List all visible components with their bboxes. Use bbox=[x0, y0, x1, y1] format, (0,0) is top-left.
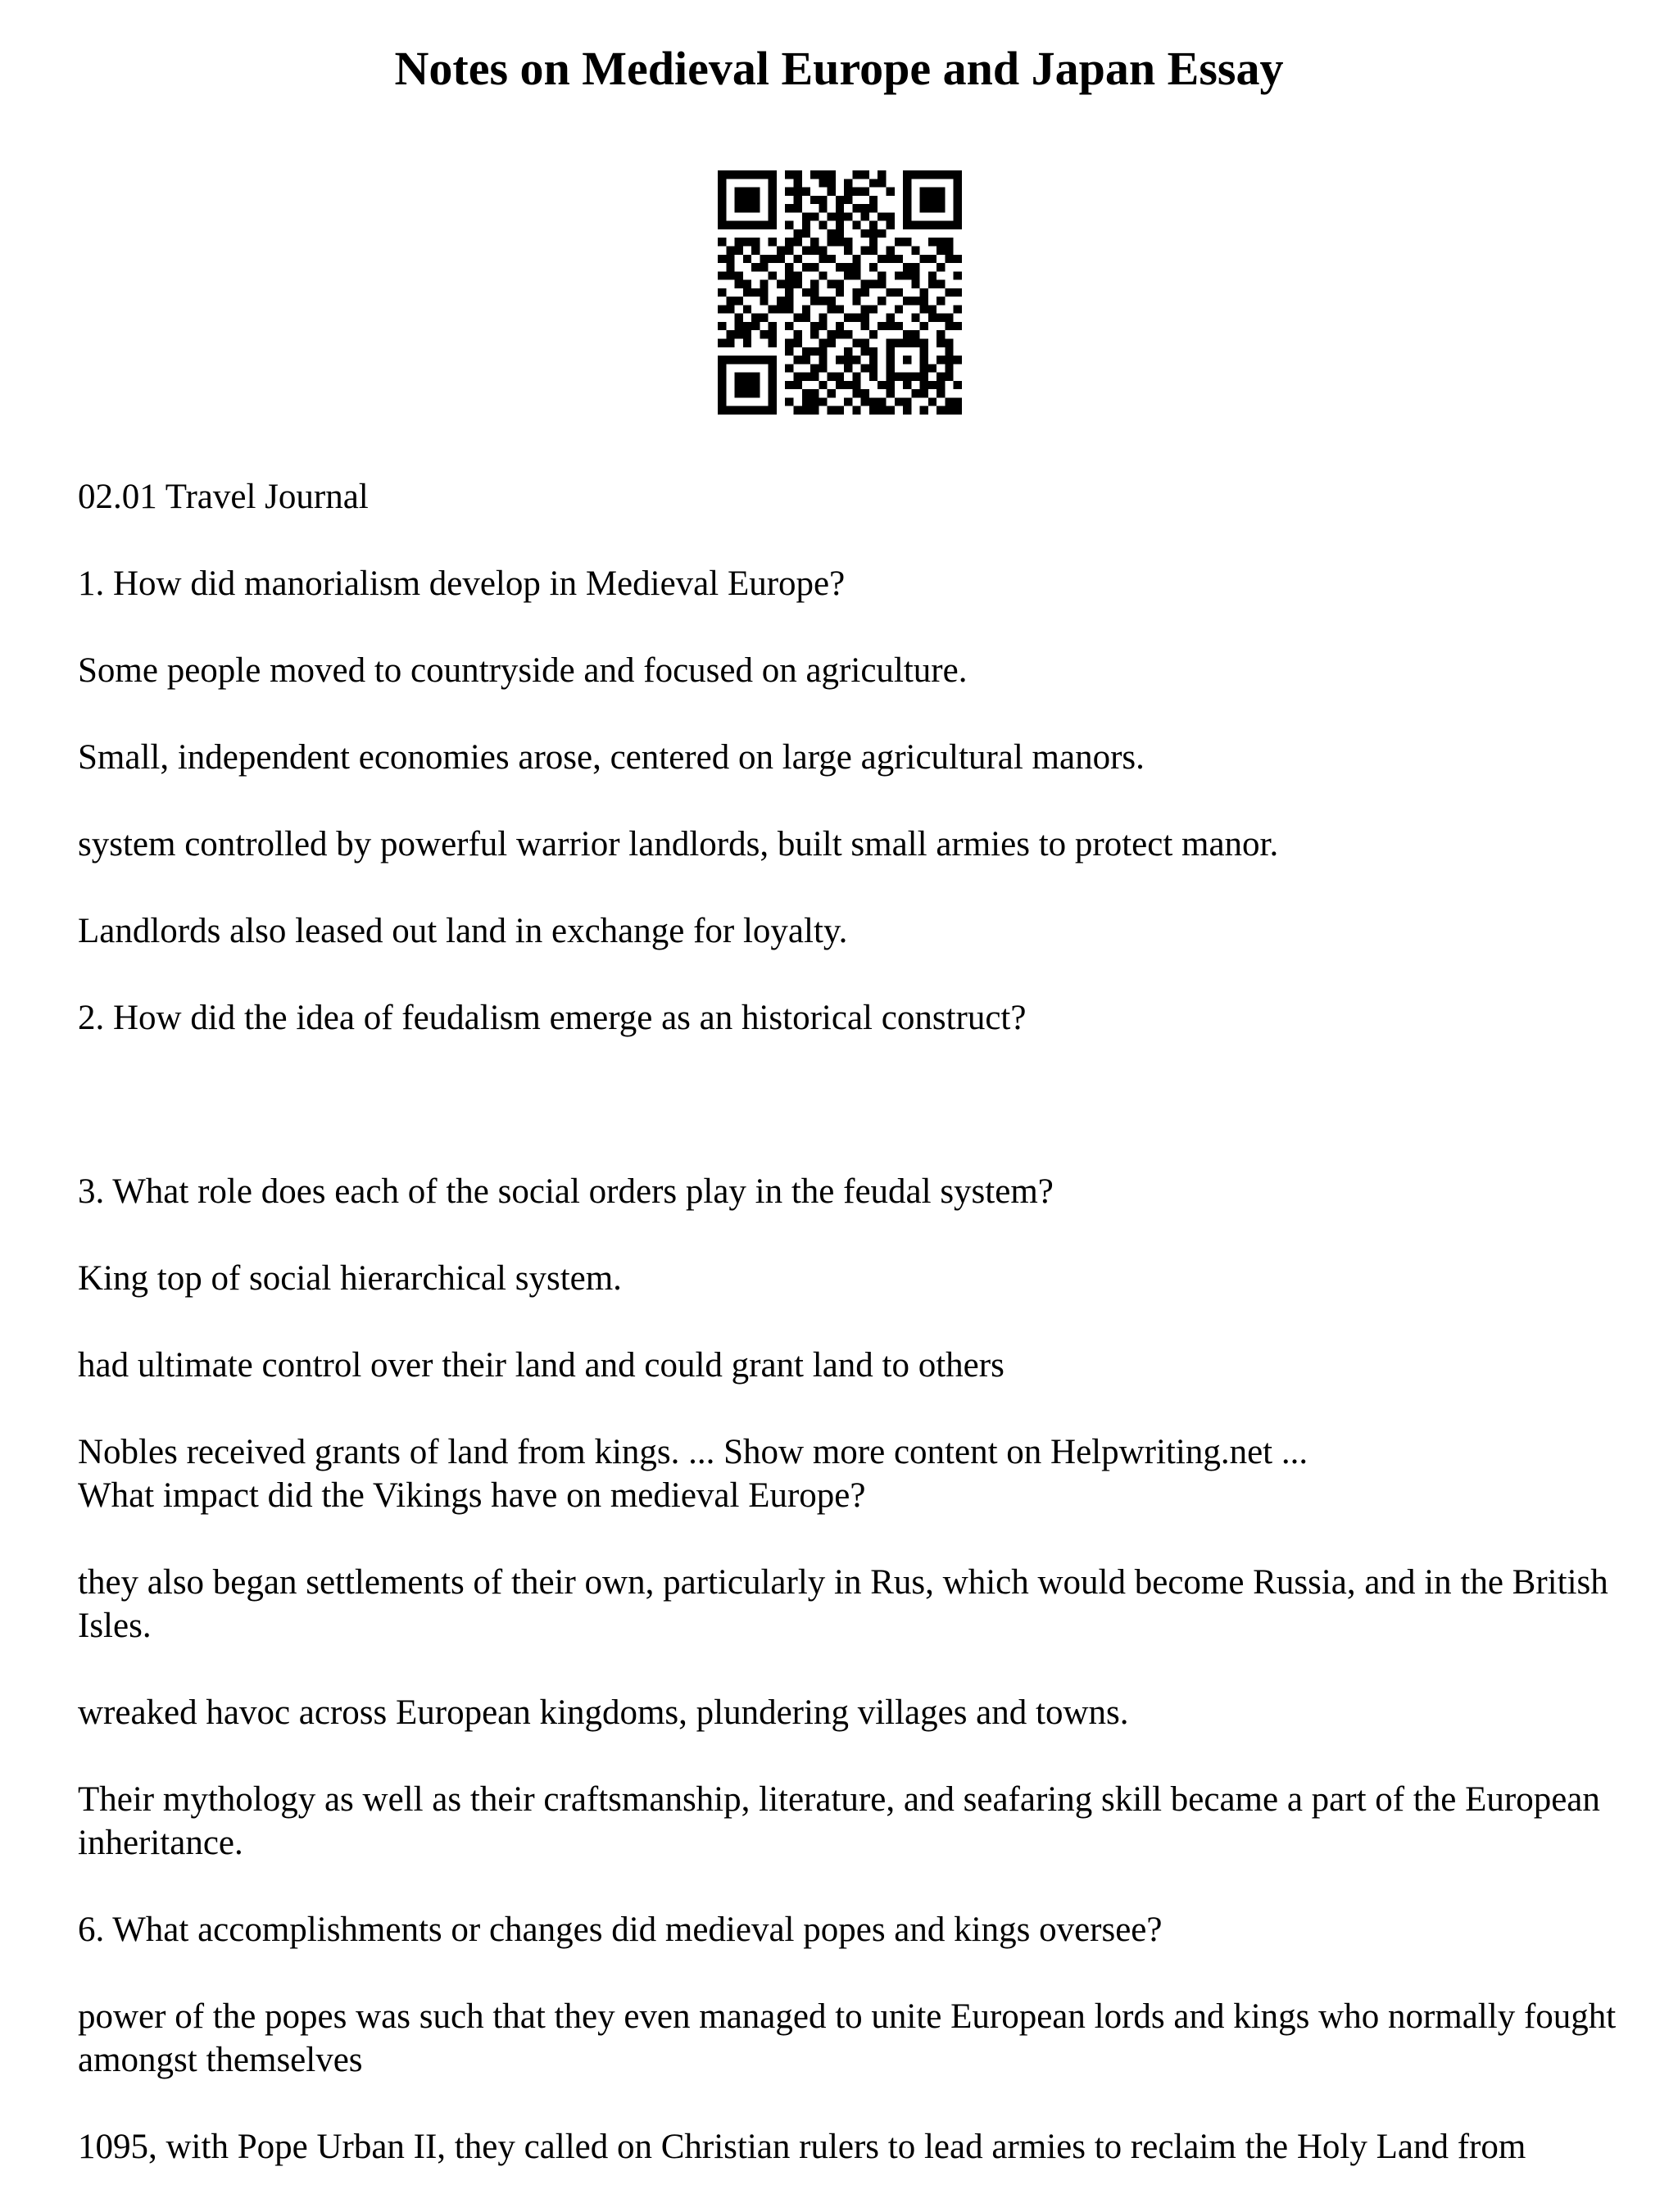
question-1: 1. How did manorialism develop in Medieval Europe? bbox=[78, 564, 846, 603]
qr-finder-top-left bbox=[718, 170, 777, 229]
answer-paragraph: Small, independent economies arose, centered on large agricultural manors. bbox=[78, 738, 1145, 777]
document-title: Notes on Medieval Europe and Japan Essay bbox=[394, 42, 1284, 95]
answer-paragraph: 1095, with Pope Urban II, they called on Christian rulers to lead armies to reclaim the Holy Land from bbox=[78, 2128, 1526, 2166]
question-vikings: What impact did the Vikings have on medieval Europe? bbox=[78, 1476, 866, 1515]
answer-paragraph: Their mythology as well as their craftsmanship, literature, and seafaring skill became a part of the European inheritance. bbox=[78, 1780, 1600, 1862]
section-heading: 02.01 Travel Journal bbox=[78, 478, 369, 516]
qr-alignment bbox=[887, 339, 928, 381]
answer-paragraph: had ultimate control over their land and could grant land to others bbox=[78, 1346, 1005, 1385]
qr-code bbox=[718, 170, 962, 415]
question-6: 6. What accomplishments or changes did medieval popes and kings oversee? bbox=[78, 1911, 1163, 1949]
qr-finder-top-right bbox=[903, 170, 962, 229]
answer-paragraph: they also began settlements of their own, particularly in Rus, which would become Russia, and in the British Isles. bbox=[78, 1563, 1608, 1645]
document-body bbox=[78, 475, 1618, 2212]
show-more-notice: Nobles received grants of land from kings. ... Show more content on Helpwriting.net ... bbox=[78, 1433, 1308, 1471]
answer-paragraph: system controlled by powerful warrior landlords, built small armies to protect manor. bbox=[78, 825, 1279, 863]
answer-paragraph: King top of social hierarchical system. bbox=[78, 1259, 622, 1298]
question-3: 3. What role does each of the social orders play in the feudal system? bbox=[78, 1172, 1054, 1211]
answer-paragraph: Some people moved to countryside and focused on agriculture. bbox=[78, 651, 968, 690]
answer-paragraph: wreaked havoc across European kingdoms, plundering villages and towns. bbox=[78, 1693, 1129, 1732]
question-2: 2. How did the idea of feudalism emerge as an historical construct? bbox=[78, 999, 1027, 1037]
answer-paragraph: Landlords also leased out land in exchange for loyalty. bbox=[78, 912, 848, 950]
qr-finder-bottom-left bbox=[718, 356, 777, 415]
answer-paragraph: power of the popes was such that they even managed to unite European lords and kings who normally fought amongst themselves bbox=[78, 1997, 1617, 2079]
